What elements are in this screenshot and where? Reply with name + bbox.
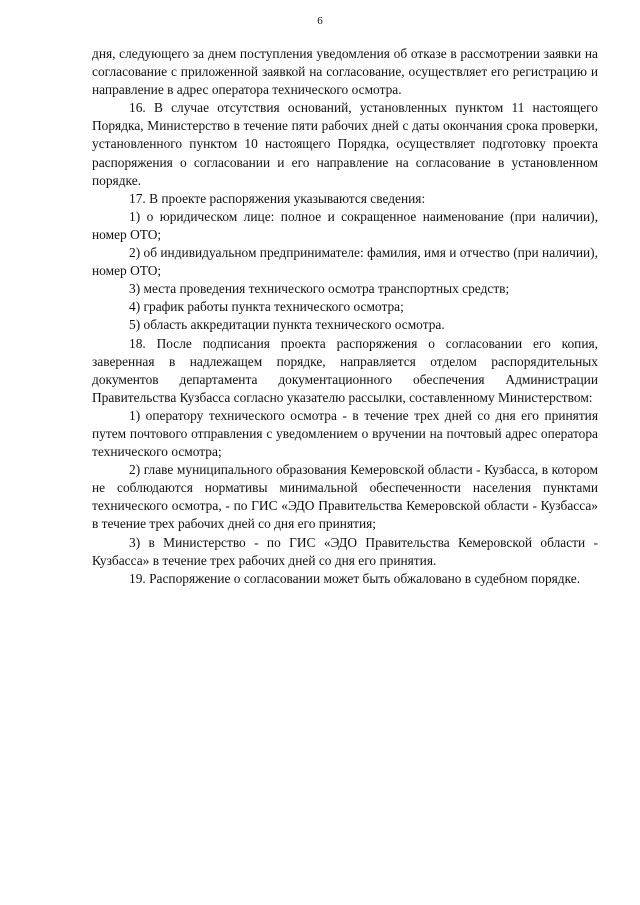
list-item-18-2: 2) главе муниципального образования Кемеровской области - Кузбасса, в котором не соблюдаются нормативы минимальной обеспеченности населения пунктами технического осмотра, - по ГИС «ЭДО Правительства Кемеровской области - Кузбасса» в течение трех рабочих дней со дня его принятия; (92, 462, 598, 532)
list-item-17-3: 3) места проведения технического осмотра транспортных средств; (129, 281, 510, 297)
paragraph-18: 18. После подписания проекта распоряжения о согласовании его копия, заверенная в надлежащем порядке, направляется отделом распорядительных документов департамента документационного обеспечения Администрации Правительства Кузбасса согласно указателю рассылки, составленному Министерством: (92, 335, 598, 405)
paragraph-continuation: дня, следующего за днем поступления уведомления об отказе в рассмотрении заявки на согласование с приложенной заявкой на согласование, осуществляет его регистрацию и направление в адрес оператора технического осмотра. (92, 46, 598, 98)
paragraph-19: 19. Распоряжение о согласовании может быть обжаловано в судебном порядке. (129, 570, 581, 586)
list-item-17-4: 4) график работы пункта технического осмотра; (129, 299, 404, 315)
page-number: 6 (317, 15, 323, 27)
paragraph-16: 16. В случае отсутствия оснований, установленных пунктом 11 настоящего Порядка, Министерство в течение пяти рабочих дней с даты окончания срока проверки, установленного пунктом 10 настоящего Порядка, осуществляет подготовку проекта распоряжения о согласовании и его направление на согласование в установленном порядке. (92, 100, 598, 188)
list-item-18-3: 3) в Министерство - по ГИС «ЭДО Правительства Кемеровской области - Кузбасса» в течение трех рабочих дней со дня его принятия. (92, 534, 598, 568)
list-item-17-2: 2) об индивидуальном предпринимателе: фамилия, имя и отчество (при наличии), номер ОТО; (92, 245, 598, 279)
document-body (92, 45, 598, 588)
list-item-17-1: 1) о юридическом лице: полное и сокращенное наименование (при наличии), номер ОТО; (92, 208, 598, 242)
list-item-18-1: 1) оператору технического осмотра - в течение трех дней со дня его принятия путем почтового отправления с уведомлением о вручении на почтовый адрес оператора технического осмотра; (92, 407, 598, 460)
list-item-17-5: 5) область аккредитации пункта технического осмотра. (129, 317, 445, 333)
paragraph-17: 17. В проекте распоряжения указываются сведения: (129, 190, 426, 206)
